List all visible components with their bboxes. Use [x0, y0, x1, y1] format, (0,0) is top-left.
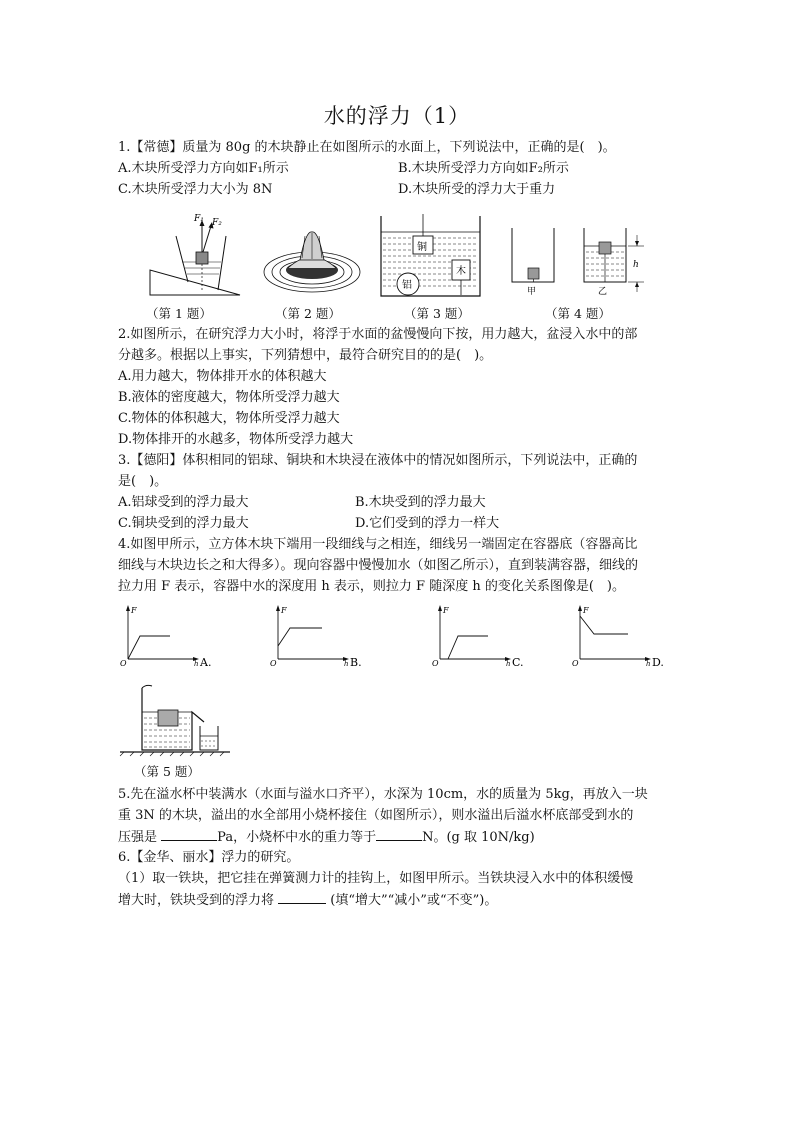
q6-sub1-line1: （1）取一铁块，把它挂在弹簧测力计的挂钩上，如图甲所示。当铁块浸入水中的体积缓慢	[118, 871, 634, 886]
graph-option-c	[430, 604, 530, 669]
page-title: 水的浮力（1）	[323, 104, 471, 128]
q1-option-d: D.木块所受的浮力大于重力	[398, 182, 556, 197]
q3-option-d: D.它们受到的浮力一样大	[355, 516, 500, 531]
q2-option-d: D.物体排开的水越多，物体所受浮力越大	[118, 432, 354, 447]
axis-f: F	[443, 606, 449, 615]
graph-label-b: B.	[350, 656, 362, 669]
label-f2: F₂	[212, 218, 222, 228]
axis-f: F	[281, 606, 287, 615]
axis-h: h	[506, 660, 511, 668]
label-copper: 铜	[417, 242, 427, 253]
caption-fig1: （第 1 题）	[146, 306, 212, 321]
caption-fig4: （第 4 题）	[545, 306, 611, 321]
graph-option-a	[118, 604, 218, 669]
axis-h: h	[646, 660, 651, 668]
q5-text-a: 压强是	[118, 830, 158, 845]
label-aluminum: 铝	[402, 280, 412, 291]
q2-stem-line1: 2.如图所示，在研究浮力大小时，将浮于水面的盆慢慢向下按，用力越大，盆浸入水中的部	[118, 327, 638, 342]
q6-blank-buoyancy[interactable]	[278, 890, 326, 904]
label-f1: F₁	[194, 214, 204, 224]
figure-2	[262, 222, 362, 294]
axis-f: F	[583, 606, 589, 615]
q1-option-b: B.木块所受浮力方向如F₂所示	[398, 161, 569, 176]
q1-option-a: A.木块所受浮力方向如F₁所示	[118, 161, 289, 176]
q3-option-b: B.木块受到的浮力最大	[355, 495, 486, 510]
q3-option-a: A.铝球受到的浮力最大	[118, 495, 249, 510]
figure-4-jia	[510, 226, 558, 298]
axis-origin: O	[432, 659, 439, 668]
graph-label-d: D.	[652, 656, 664, 669]
label-yi: 乙	[598, 287, 608, 297]
q2-option-b: B.液体的密度越大，物体所受浮力越大	[118, 390, 340, 405]
caption-fig5: （第 5 题）	[134, 764, 200, 779]
label-jia: 甲	[527, 287, 537, 297]
q3-stem-line2: 是( )。	[118, 474, 168, 489]
q5-stem-line2: 重 3N 的木块，溢出的水全部用小烧杯接住（如图所示），则水溢出后溢水杯底部受到水的	[118, 808, 634, 823]
figure-3	[380, 214, 482, 298]
q6-stem: 6.【金华、丽水】浮力的研究。	[118, 850, 300, 865]
q4-stem-line3: 拉力用 F 表示，容器中水的深度用 h 表示，则拉力 F 随深度 h 的变化关系图像是( )。	[118, 579, 625, 594]
figure-1	[148, 212, 243, 300]
caption-fig2: （第 2 题）	[275, 306, 341, 321]
q5-stem-line3	[118, 827, 678, 848]
graph-option-d	[570, 604, 670, 669]
figure-4-yi	[582, 226, 654, 298]
q3-stem-line1: 3.【德阳】体积相同的铝球、铜块和木块浸在液体中的情况如图所示，下列说法中，正确的	[118, 453, 638, 468]
q1-stem: 1.【常德】质量为 80g 的木块静止在如图所示的水面上，下列说法中，正确的是( )。	[118, 140, 616, 155]
q2-option-c: C.物体的体积越大，物体所受浮力越大	[118, 411, 340, 426]
graph-label-c: C.	[512, 656, 524, 669]
axis-h: h	[194, 660, 199, 668]
graph-label-a: A.	[200, 656, 212, 669]
q2-stem-line2: 分越多。根据以上事实，下列猜想中，最符合研究目的的是( )。	[118, 348, 493, 363]
label-wood: 木	[456, 266, 466, 277]
axis-origin: O	[270, 659, 277, 668]
axis-f: F	[131, 606, 137, 615]
q5-blank-pressure[interactable]	[161, 827, 217, 841]
q4-stem-line1: 4.如图甲所示，立方体木块下端用一段细线与之相连，细线另一端固定在容器底（容器高比	[118, 537, 638, 552]
q5-stem-line1: 5.先在溢水杯中装满水（水面与溢水口齐平），水深为 10cm，水的质量为 5kg，再放入一块	[118, 787, 648, 802]
caption-fig3: （第 3 题）	[404, 306, 470, 321]
axis-h: h	[344, 660, 349, 668]
label-h: h	[633, 260, 639, 270]
q5-blank-gravity[interactable]	[376, 827, 422, 841]
q6-sub1-line2	[118, 890, 678, 911]
figure-5	[120, 680, 232, 756]
q5-text-c: N。(g 取 10N/kg)	[422, 830, 535, 845]
axis-origin: O	[572, 659, 579, 668]
axis-origin: O	[120, 659, 127, 668]
q1-option-c: C.木块所受浮力大小为 8N	[118, 182, 273, 197]
q3-option-c: C.铜块受到的浮力最大	[118, 516, 249, 531]
q6-sub1-end: (填“增大”“减小”或“不变”)。	[330, 893, 498, 908]
q4-stem-line2: 细线与木块边长之和大得多）。现向容器中慢慢加水（如图乙所示），直到装满容器，细线的	[118, 558, 639, 573]
q2-option-a: A.用力越大，物体排开水的体积越大	[118, 369, 327, 384]
q5-text-b: Pa，小烧杯中水的重力等于	[217, 830, 377, 845]
q6-sub1-text: 增大时，铁块受到的浮力将	[118, 893, 275, 908]
graph-option-b	[268, 604, 368, 669]
